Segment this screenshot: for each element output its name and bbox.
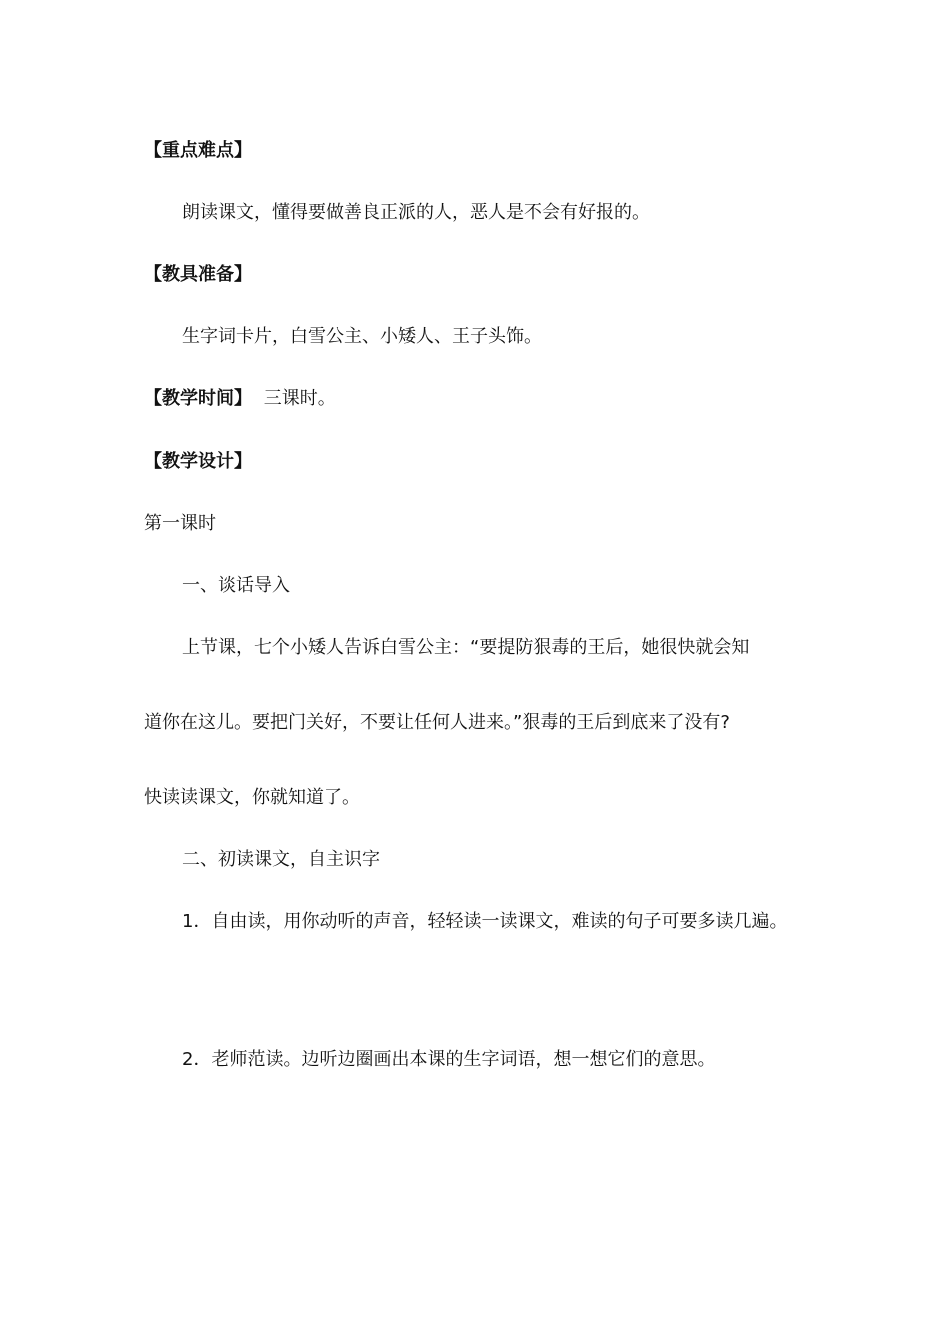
section-one-title: 一、谈话导入 — [182, 575, 290, 596]
step-1: 1．自由读，用你动听的声音，轻轻读一读课文，难读的句子可要多读几遍。 — [182, 911, 788, 932]
heading-keypoints: 【重点难点】 — [144, 140, 252, 161]
intro-line-3: 快读读课文，你就知道了。 — [144, 787, 360, 808]
heading-design: 【教学设计】 — [144, 451, 252, 472]
intro-line-1: 上节课，七个小矮人告诉白雪公主：“要提防狠毒的王后，她很快就会知 — [182, 637, 750, 658]
lesson-one-title: 第一课时 — [144, 513, 216, 534]
time-row — [144, 387, 336, 411]
materials-text: 生字词卡片，白雪公主、小矮人、王子头饰。 — [182, 326, 542, 347]
time-text: 三课时。 — [263, 388, 336, 409]
intro-line-2: 道你在这儿。要把门关好，不要让任何人进来。”狠毒的王后到底来了没有? — [144, 712, 730, 733]
step-2: 2．老师范读。边听边圈画出本课的生字词语，想一想它们的意思。 — [182, 1049, 716, 1070]
heading-materials: 【教具准备】 — [144, 264, 252, 285]
section-two-title: 二、初读课文，自主识字 — [182, 849, 380, 870]
heading-time: 【教学时间】 — [144, 388, 252, 409]
keypoints-text: 朗读课文，懂得要做善良正派的人，恶人是不会有好报的。 — [182, 202, 650, 223]
